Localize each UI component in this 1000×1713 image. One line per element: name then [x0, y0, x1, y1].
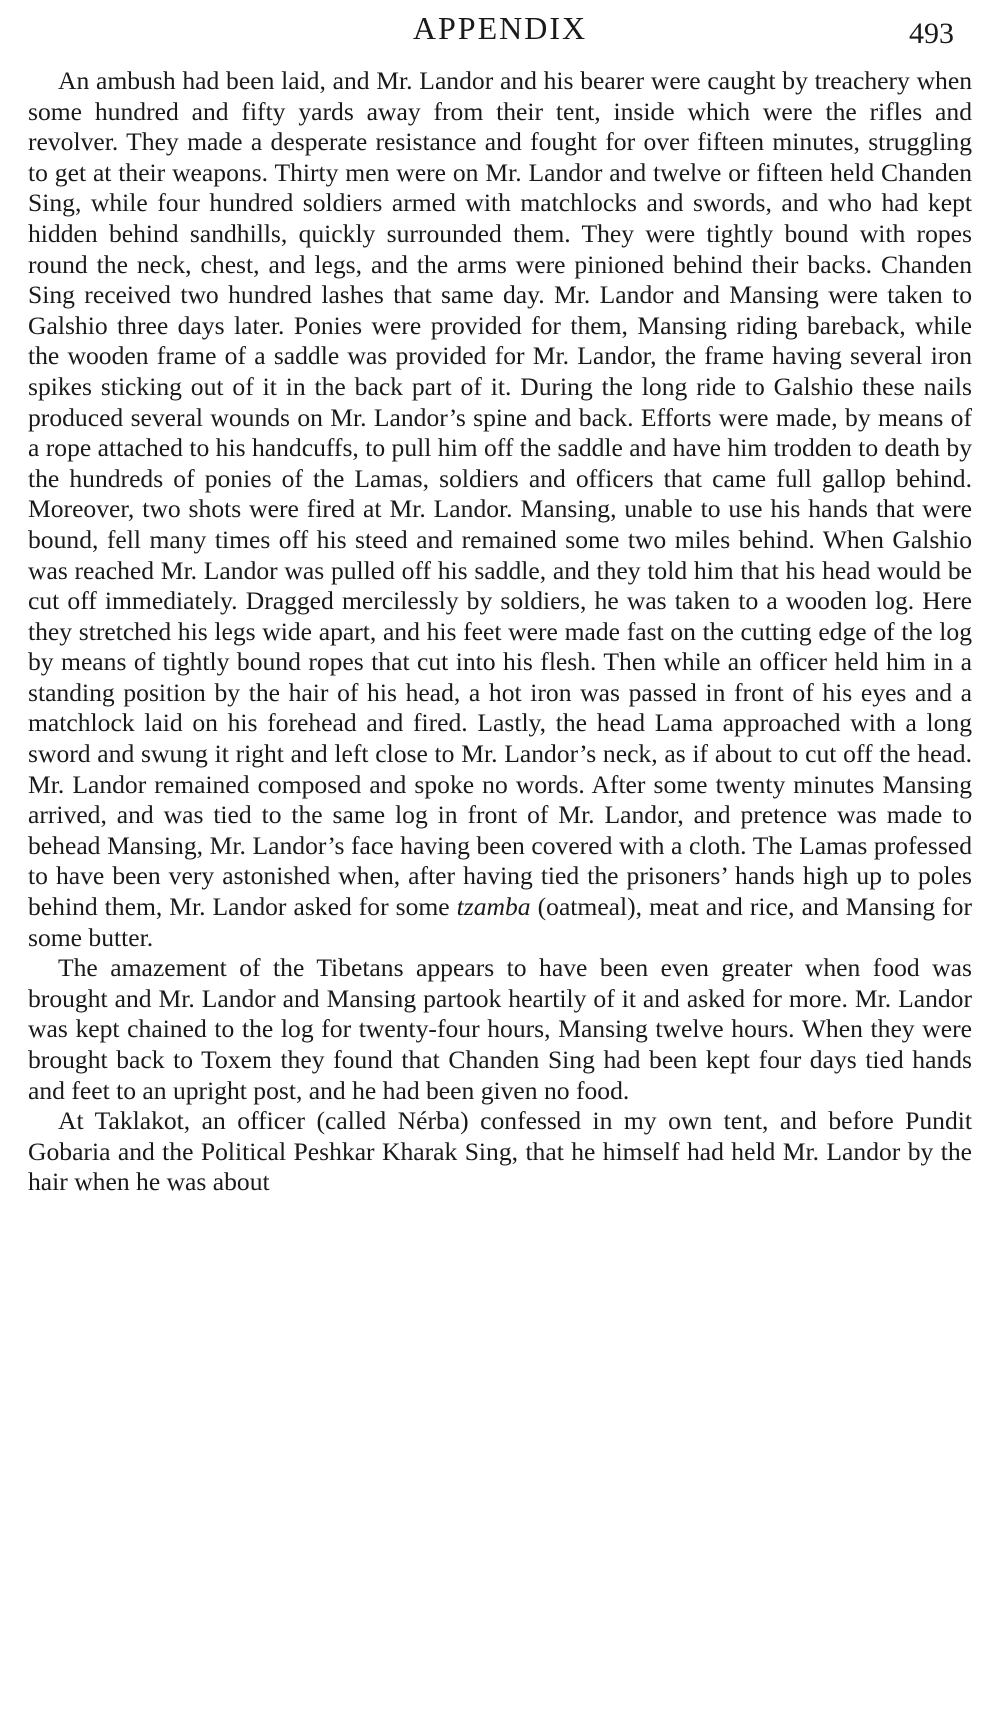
body-text	[28, 66, 972, 1198]
page-number: 493	[909, 17, 954, 50]
paragraph-3: At Taklakot, an officer (called Nérba) confessed in my own tent, and before Pundit Gobaria and the Political Peshkar Kharak Sing, that he himself had held Mr. Landor by the hair when he was about	[28, 1106, 972, 1197]
running-title: APPENDIX	[412, 10, 588, 46]
paragraph-1	[28, 66, 972, 953]
running-head	[0, 8, 1000, 48]
paragraph-2: The amazement of the Tibetans appears to have been even greater when food was brought and Mr. Landor and Mansing partook heartily of it and asked for more. Mr. Landor was kept chained to the log for twenty-four hours, Mansing twelve hours. When they were brought back to Toxem they found that Chanden Sing had been kept four days tied hands and feet to an upright post, and he had been given no food.	[28, 953, 972, 1105]
italic-term: tzamba	[456, 892, 531, 922]
paragraph-1-ending: (oatmeal), meat and rice, and Mansing for some butter.	[28, 892, 972, 952]
paragraph-1-text: An ambush had been laid, and Mr. Landor and his bearer were caught by treachery when some hundred and fifty yards away from their tent, inside which were the rifles and revolver. They made a desperate resistance and fought for over fifteen minutes, struggling to get at their weapons. Thirty men were on Mr. Landor and twelve or fifteen held Chanden Sing, while four hundred soldiers armed with matchlocks and swords, and who had kept hidden behind sandhills, quickly surrounded them. They were tightly bound with ropes round the neck, chest, and legs, and the arms were pinioned behind their backs. Chanden Sing received two hundred lashes that same day. Mr. Landor and Mansing were taken to Galshio three days later. Ponies were provided for them, Mansing riding bareback, while the wooden frame of a saddle was provided for Mr. Landor, the frame having several iron spikes sticking out of it in the back part of it. During the long ride to Galshio these nails produced several wounds on Mr. Landor’s spine and back. Efforts were made, by means of a rope attached to his handcuffs, to pull him off the saddle and have him trodden to death by the hundreds of ponies of the Lamas, soldiers and officers that came full gallop behind. Moreover, two shots were fired at Mr. Landor. Mansing, unable to use his hands that were bound, fell many times off his steed and remained some two miles behind. When Galshio was reached Mr. Landor was pulled off his saddle, and they told him that his head would be cut off immediately. Dragged mercilessly by soldiers, he was taken to a wooden log. Here they stretched his legs wide apart, and his feet were made fast on the cutting edge of the log by means of tightly bound ropes that cut into his flesh. Then while an officer held him in a standing position by the hair of his head, a hot iron was passed in front of his eyes and a matchlock laid on his forehead and fired. Lastly, the head Lama approached with a long sword and swung it right and left close to Mr. Landor’s neck, as if about to cut off the head. Mr. Landor remained composed and spoke no words. After some twenty minutes Mansing arrived, and was tied to the same log in front of Mr. Landor, and pretence was made to behead Mansing, Mr. Landor’s face having been covered with a cloth. The Lamas professed to have been very astonished when, after having tied the prisoners’ hands high up to poles behind them, Mr. Landor asked for some	[28, 66, 972, 922]
